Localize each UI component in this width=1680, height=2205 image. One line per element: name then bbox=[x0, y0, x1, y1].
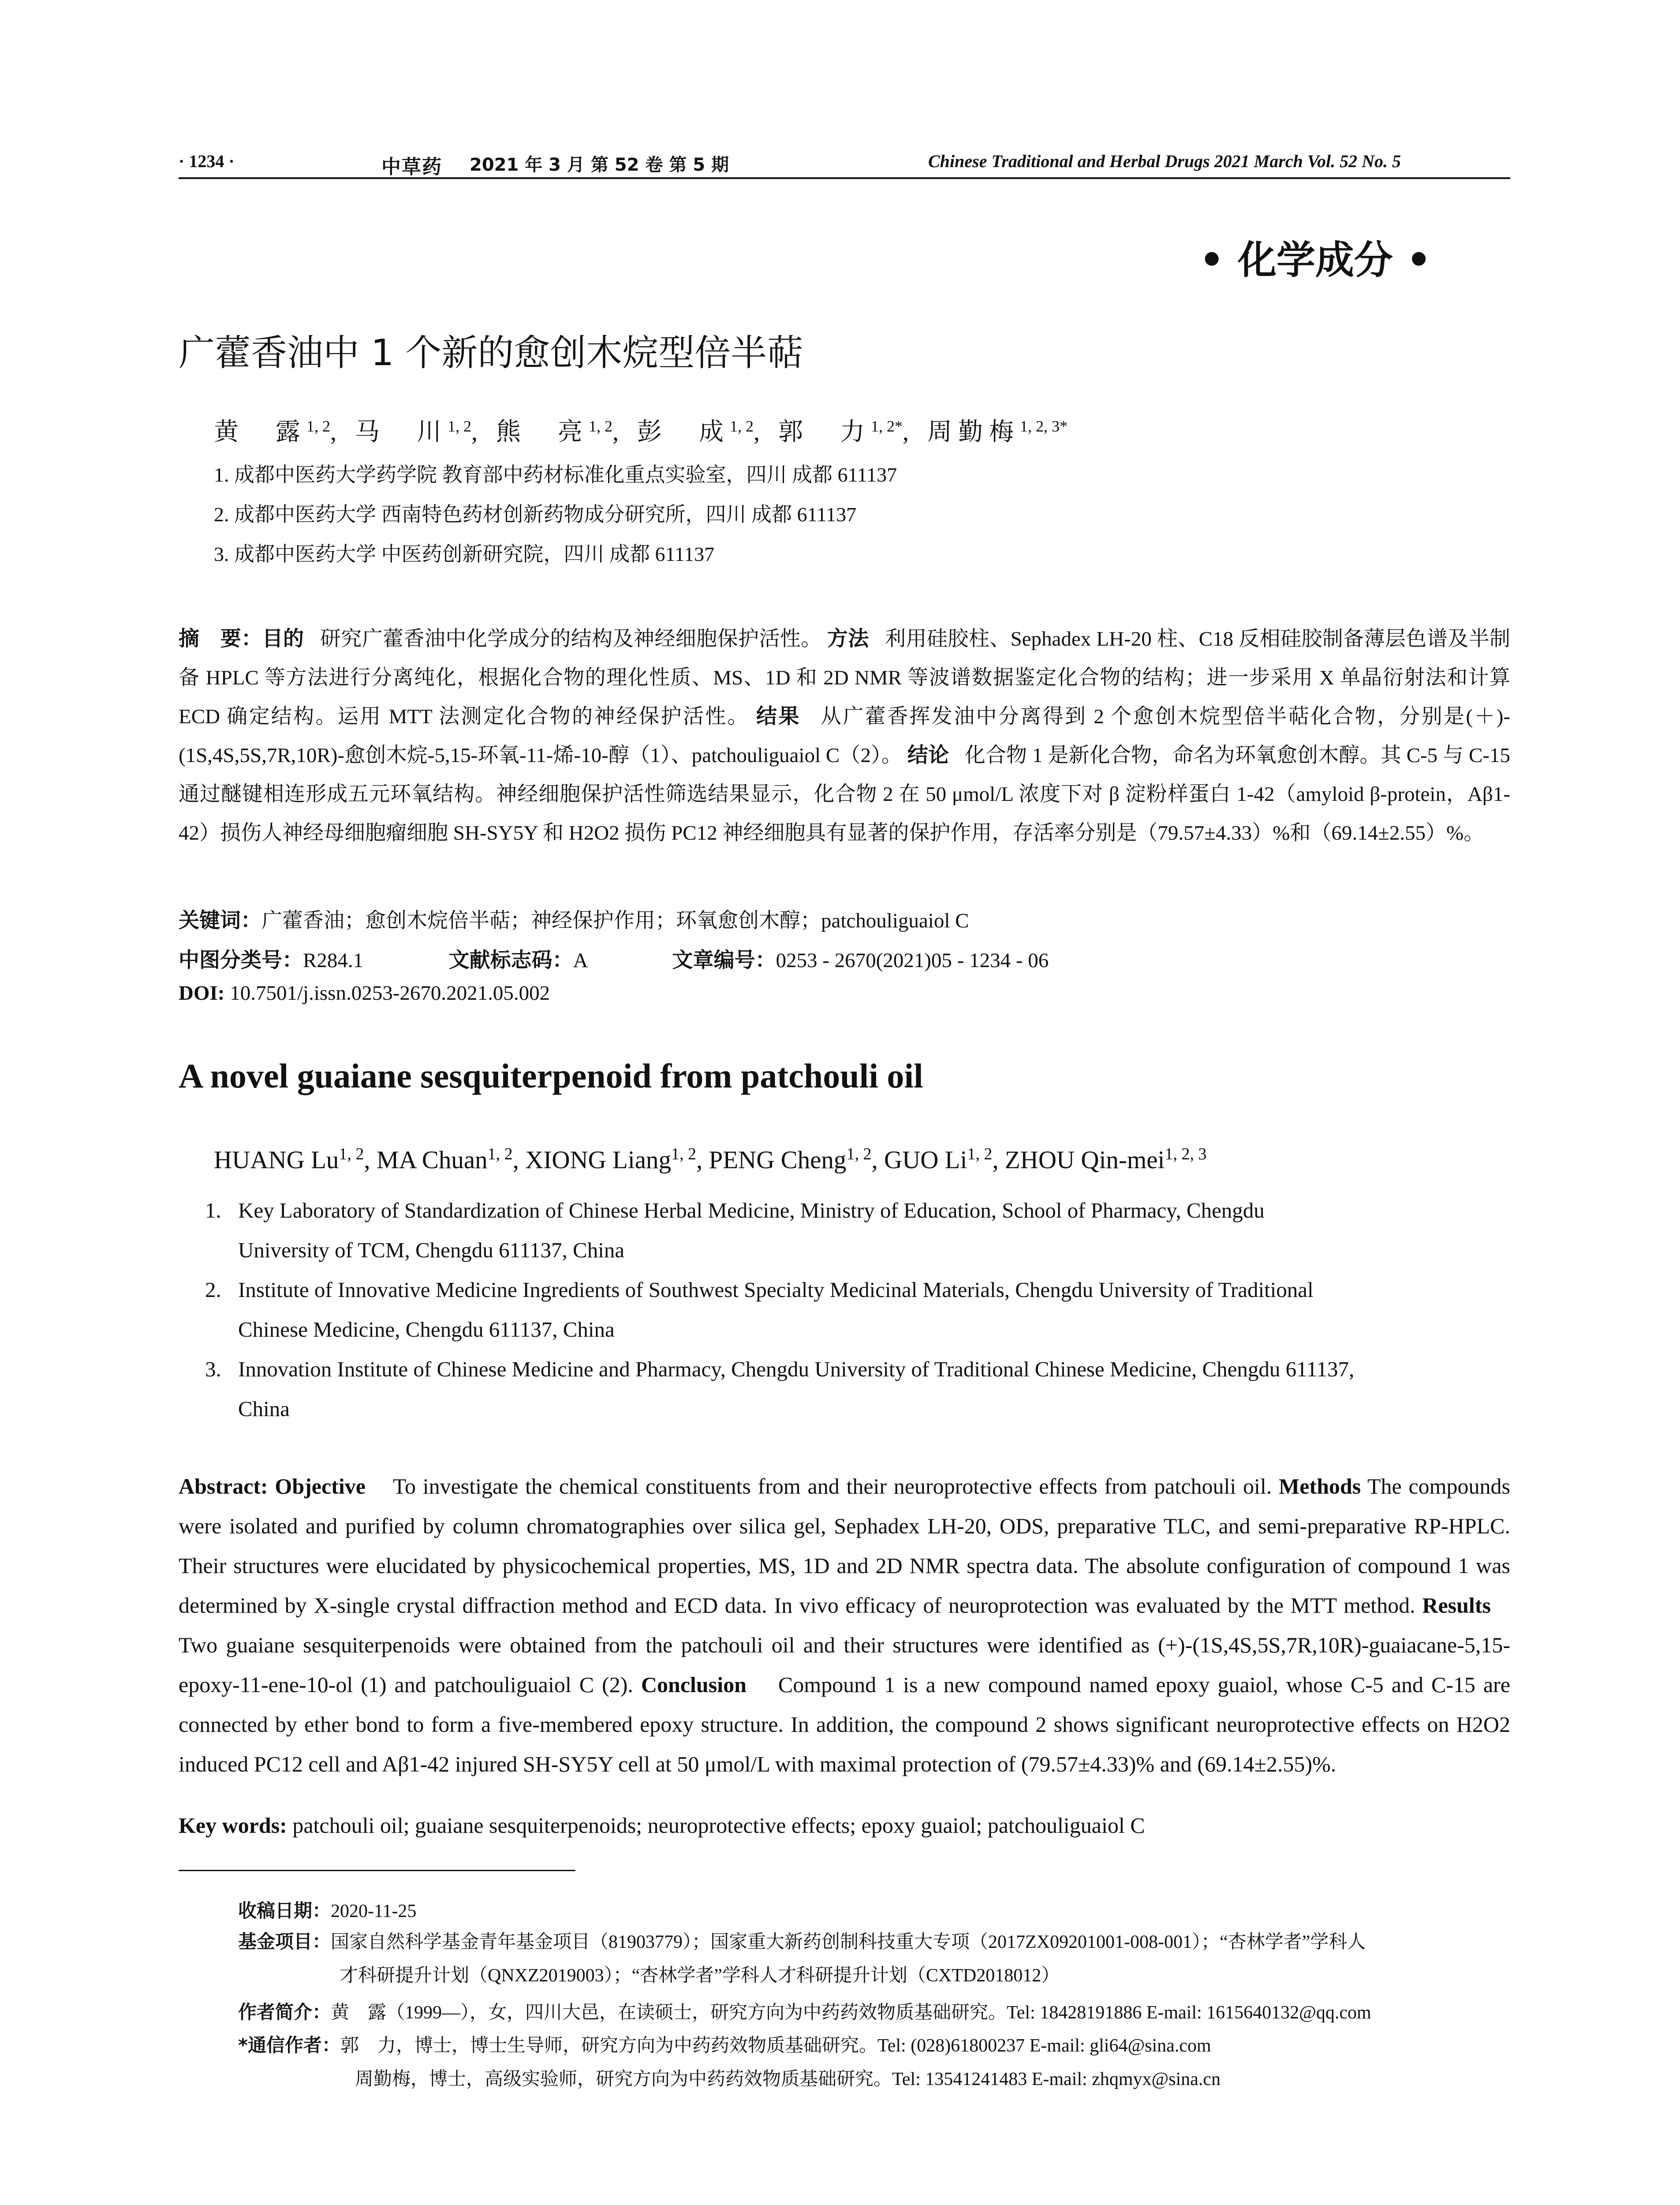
authors-cn: 黄 露$^{1, 2}$, 马 川$^{1, 2}$, 熊 亮$^{1, 2}$, 彭 成$^{1, 2}$, 郭 力$^{1, 2*}$, 周勤梅$^{1, 2, 3*}$ bbox=[214, 417, 1068, 446]
author-en: PENG Cheng$^{1, 2}$ bbox=[709, 1145, 872, 1174]
classification-line bbox=[179, 944, 1049, 973]
results-label-en: Results bbox=[1422, 1593, 1491, 1618]
author-en: HUANG Lu$^{1, 2}$ bbox=[214, 1145, 364, 1174]
footnote-fund: 基金项目：国家自然科学基金青年基金项目（81903779）；国家重大新药创制科技重大专项（2017ZX09201001-008-001）；“杏林学者”学科人 才科研提升计划（QNXZ2019003）；“杏林学者”学科人才科研提升计划（CXTD2018012） bbox=[238, 1931, 1366, 1986]
footnote-rule bbox=[179, 1870, 575, 1871]
running-header bbox=[179, 146, 1510, 181]
conclusion-en: Compound 1 is a new compound named epoxy guaiol, whose C-5 and C-15 are connected by ether bond to form a five-membered epoxy structure. In addition, the compound 2 shows significant neuroprotective effects on H2O2 induced PC12 cell and Aβ1-42 injured SH-SY5Y cell at 50 μmol/L with maximal protection of (79.57±4.33)% and (69.14±2.55)%. bbox=[179, 1672, 1511, 1776]
author-cn: 熊 亮$^{1, 2}$ bbox=[496, 417, 612, 446]
affiliation-cn-3: 3. 成都中医药大学 中医药创新研究院，四川 成都 611137 bbox=[214, 543, 715, 565]
results-cn: 从广藿香挥发油中分离得到 2 个愈创木烷型倍半萜化合物，分别是(＋)-(1S,4S,5S,7R,10R)-愈创木烷-5,15-环氧-11-烯-10-醇（1）、patchouliguaiol C（2）。 bbox=[179, 705, 1511, 767]
issue-cn: 2021 年 3 月 第 52 卷 第 5 期 bbox=[470, 155, 729, 175]
methods-en: The compounds were isolated and purified by column chromatographies over silica gel, Sephadex LH-20, ODS, preparative TLC, and semi-preparative RP-HPLC. Their structures were elucidated by physicochemical properties, MS, 1D and 2D NMR spectra data. The absolute configuration of compound 1 was determined by X-single crystal diffraction method and ECD data. In vivo efficacy of neuroprotection was evaluated by the MTT method. bbox=[179, 1474, 1510, 1618]
affiliation-en-1: 1. Key Laboratory of Standardization of Chinese Herbal Medicine, Ministry of Education, School of Pharmacy, Chengdu University of TCM, Chengdu 611137, China bbox=[205, 1198, 1265, 1262]
article-number-label: 文章编号： bbox=[672, 948, 776, 972]
issue-en: Chinese Traditional and Herbal Drugs 2021 March Vol. 52 No. 5 bbox=[928, 151, 1401, 171]
title-en: A novel guaiane sesquiterpenoid from patchouli oil bbox=[179, 1057, 923, 1095]
author-cn: 郭 力$^{1, 2*}$ bbox=[778, 417, 903, 446]
keywords-cn bbox=[179, 904, 969, 934]
affiliation-cn-1: 1. 成都中医药大学药学院 教育部中药材标准化重点实验室，四川 成都 611137 bbox=[214, 463, 897, 486]
affiliation-en-2: 2. Institute of Innovative Medicine Ingredients of Southwest Specialty Medicinal Materials, Chengdu University of Traditional Chinese Medicine, Chengdu 611137, China bbox=[205, 1278, 1314, 1342]
authors-en: HUANG Lu$^{1, 2}$, MA Chuan$^{1, 2}$, XIONG Liang$^{1, 2}$, PENG Cheng$^{1, 2}$, GUO Li$^{1, 2}$, ZHOU Qin-mei$^{1, 2, 3}$ bbox=[214, 1145, 1207, 1174]
author-en: XIONG Liang$^{1, 2}$ bbox=[525, 1145, 697, 1174]
footnote-corresponding: *通信作者：郭 力，博士，博士生导师，研究方向为中药药效物质基础研究。Tel: (028)61800237 E-mail: gli64@sina.com 周勤梅，博士，高级实验师，研究方向为中药药效物质基础研究。Tel: 13541241483 E-mail: zhqmyx@sina.cn bbox=[238, 2034, 1221, 2089]
objective-en: To investigate the chemical constituents from and their neuroprotective effects from patchouli oil. bbox=[392, 1474, 1272, 1499]
methods-label-cn: 方法 bbox=[827, 627, 869, 651]
methods-cn: 利用硅胶柱、Sephadex LH-20 柱、C18 反相硅胶制备薄层色谱及半制备 HPLC 等方法进行分离纯化，根据化合物的理化性质、MS、1D 和 2D NMR 等波谱数据鉴定化合物的结构；进一步采用 X 单晶衍射法和计算 ECD 确定结构。运用 MTT 法测定化合物的神经保护活性。 bbox=[179, 628, 1511, 728]
footnote-author: 作者简介：黄 露（1999—），女，四川大邑，在读硕士，研究方向为中药药效物质基础研究。Tel: 18428191886 E-mail: 1615640132@qq.com bbox=[238, 2001, 1371, 2023]
clc-value: R284.1 bbox=[303, 949, 364, 972]
journal-name: 中草药 bbox=[381, 156, 442, 178]
abstract-cn-label: 摘 要： bbox=[179, 627, 262, 651]
conclusion-label-en: Conclusion bbox=[641, 1672, 747, 1697]
header-rule bbox=[179, 177, 1510, 179]
keywords-en-text: patchouli oil; guaiane sesquiterpenoids; neuroprotective effects; epoxy guaiol; patchouliguaiol C bbox=[292, 1813, 1145, 1838]
author-en: GUO Li$^{1, 2}$ bbox=[884, 1145, 993, 1174]
author-cn: 彭 成$^{1, 2}$ bbox=[637, 417, 754, 446]
author-cn: 周勤梅$^{1, 2, 3*}$ bbox=[927, 417, 1068, 446]
keywords-cn-text: 广藿香油；愈创木烷倍半萜；神经保护作用；环氧愈创木醇；patchouliguaiol C bbox=[261, 909, 969, 932]
clc-label: 中图分类号： bbox=[179, 948, 303, 972]
doi-line bbox=[179, 981, 550, 1005]
author-en: MA Chuan$^{1, 2}$ bbox=[376, 1145, 513, 1174]
keywords-en bbox=[179, 1813, 1510, 1838]
keywords-cn-label: 关键词： bbox=[179, 908, 261, 933]
author-cn: 黄 露$^{1, 2}$ bbox=[214, 417, 330, 446]
doc-code-label: 文献标志码： bbox=[448, 948, 573, 972]
abstract-en bbox=[179, 1466, 1510, 1784]
keywords-en-label: Key words: bbox=[179, 1813, 287, 1838]
title-cn: 广藿香油中 1 个新的愈创木烷型倍半萜 bbox=[179, 332, 803, 374]
doi-value: 10.7501/j.issn.0253-2670.2021.05.002 bbox=[230, 982, 550, 1005]
doi-label: DOI: bbox=[179, 982, 225, 1005]
results-label-cn: 结果 bbox=[756, 704, 801, 729]
author-en: ZHOU Qin-mei$^{1, 2, 3}$ bbox=[1004, 1145, 1207, 1174]
results-en: Two guaiane sesquiterpenoids were obtained from the patchouli oil and their structures were identified as (+)-(1S,4S,5S,7R,10R)-guaiacane-5,15-epoxy-11-ene-10-ol (1) and patchouliguaiol C (2). bbox=[179, 1633, 1510, 1697]
objective-cn: 研究广藿香油中化学成分的结构及神经细胞保护活性。 bbox=[320, 628, 822, 650]
conclusion-label-cn: 结论 bbox=[907, 743, 949, 767]
methods-label-en: Methods bbox=[1279, 1474, 1361, 1499]
author-cn: 马 川$^{1, 2}$ bbox=[355, 417, 471, 446]
objective-label-cn: 目的 bbox=[262, 627, 304, 651]
affiliation-cn-2: 2. 成都中医药大学 西南特色药材创新药物成分研究所，四川 成都 611137 bbox=[214, 503, 857, 526]
section-label: • 化学成分 • bbox=[1199, 237, 1431, 283]
affiliation-en-3: 3. Innovation Institute of Chinese Medicine and Pharmacy, Chengdu University of Traditional Chinese Medicine, Chengdu 611137, China bbox=[205, 1357, 1355, 1421]
page-number: · 1234 · bbox=[179, 151, 235, 171]
footnote-received: 收稿日期：2020-11-25 bbox=[238, 1900, 417, 1921]
conclusion-cn: 化合物 1 是新化合物，命名为环氧愈创木醇。其 C-5 与 C-15 通过醚键相连形成五元环氧结构。神经细胞保护活性筛选结果显示，化合物 2 在 50 μmol/L 浓度下对 β 淀粉样蛋白 1-42（amyloid β-protein，Aβ1-42）损伤人神经母细胞瘤细胞 SH-SY5Y 和 H2O2 损伤 PC12 神经细胞具有显著的保护作用，存活率分别是（79.57±4.33）%和（69.14±2.55）%。 bbox=[179, 744, 1511, 845]
article-number-value: 0253 - 2670(2021)05 - 1234 - 06 bbox=[776, 949, 1049, 972]
abstract-cn bbox=[179, 620, 1510, 852]
doc-code-value: A bbox=[573, 949, 587, 972]
abstract-en-label: Abstract: Objective bbox=[179, 1474, 366, 1499]
